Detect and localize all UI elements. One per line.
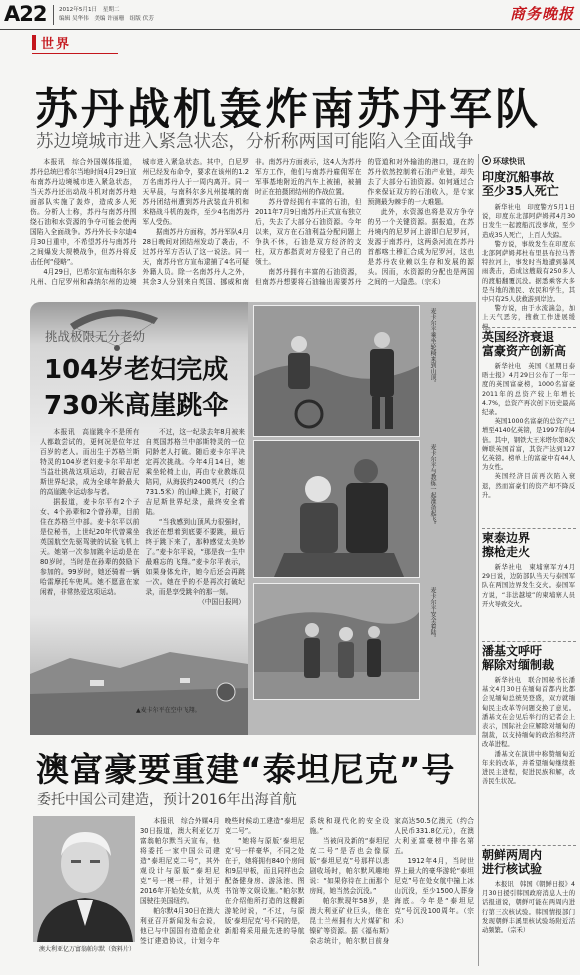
brief-paragraph: 新华社电 柬埔寨军方4月29日说，边防部队当天与泰国军队在两国边界发生交火。泰国军方说，“非法越境”的柬埔寨人员开火导致交火。 (482, 564, 575, 608)
brief-paragraph: 警方说，事故发生在印度东北部阿萨姆邦杜布里县布拉马普特拉河上，事发时当地遭到暴风雨袭击，造成这艘载有250多人的渡船翻覆沉没。据悉乘客大多是当地的渔民、农民和学生，其中只有25人获救游到岸边。 (482, 240, 575, 304)
article-paragraph: 本报讯 高崖跳伞不是所有人都敢尝试的，更何况是位年过百岁的老人。而出生于苏格兰斯特灵的104岁老妇麦卡尔平却老当益壮挑战这项运动，打破吉尼斯世界纪录，成为全球年龄最大的高崖跳伞运动参与者。 (40, 428, 140, 496)
brief-paragraph: 警方说，由于水流湍急，加上天气恶劣，搜救工作进展缓慢。 (482, 305, 575, 331)
brief-body (482, 563, 575, 641)
photo-hillside (254, 365, 419, 436)
brief-title (482, 531, 576, 559)
brief-title-line: 至少35人死亡 (482, 184, 559, 198)
article-paragraph: “她将与原版‘泰坦尼克’号一样豪华，不同之处在于，她将拥有840个房间和9层甲板，而且同样也会配备健身房、游泳池、图书馆等文娱设施。”帕尔默在介绍他所打造的这艘新游轮时说，“不过，与原版‘泰坦尼克’号不同的是，新船将采用最先进的导航系统和现代化的安全设施。” (224, 817, 390, 935)
landscape-building (90, 680, 104, 686)
brief-body (482, 203, 575, 331)
side-caption: 麦卡尔平乘坐轮椅来到山顶。 (429, 308, 436, 386)
article-paragraph: 据报道，麦卡尔平有2个子女、4个孙辈和2个曾孙辈，目前住在苏格兰中部。麦卡尔平以前是位秘书，上世纪20年代曾乘坐英国航空先驱驾驶的试验飞机上天。她第一次参加跳伞运动是在80岁时，当时是在孙辈的鼓励下参加的。99岁时，她还骑着一辆哈雷摩托车兜风。她不愿意在家闲着，非常热爱这项运动。 (40, 498, 140, 596)
page-number: A22 (4, 2, 47, 26)
brief-title (482, 170, 576, 198)
bottom-article-body (140, 816, 474, 964)
article-paragraph: 不过，这一纪录去年8月被来自英国苏格兰中部斯特灵的一位同龄老人打破。随后麦卡尔平决定再次挑战。今年4月14日，她乘坐轮椅上山，再由专业教练员陪同，从海拔约2400英尺（约合731.5米）的山峰上跳下，打破了吉尼斯世界纪录，最终安全着陆。 (145, 428, 245, 516)
harness (274, 553, 404, 577)
brief-title (482, 848, 576, 876)
person-leg (385, 397, 393, 429)
article-paragraph: 帕尔默4月30日在澳大利亚召开新闻发布会说，他已与中国国有造船企业签订建造协议，计划今年晚些时候动工建造“泰坦尼克二号”。 (140, 817, 305, 945)
brief-title-line: 潘基文呼吁 (482, 644, 543, 658)
person-head (305, 476, 331, 502)
article-paragraph: 1912年4月，当时世界上最大的豪华游轮“泰坦尼克”号在处女航中撞上冰山沉没，至少1500人葬身海底。今年是“泰坦尼克”号沉没100周年。（宗禾） (394, 857, 474, 925)
article-paragraph: （中国日报网） (198, 598, 245, 606)
lead-headline: 苏丹战机轰炸南苏丹军队 (35, 85, 541, 135)
article-paragraph: 4月29日，巴希尔宣布南科尔多凡州、白尼罗州和森纳尔州的边境城市进入紧急状态。其中，白尼罗州已经发布命令，要求在该州的1.2万名南苏丹人于一周内离开。同一天早晨，与南科尔多凡州接壤的南苏丹团结州遭到苏丹武装直升机和米格战斗机的轰炸，至少4名南苏丹军人受伤。 (30, 158, 249, 286)
article-paragraph: 苏丹曾经拥有丰富的石油，但2011年7月9日南苏丹正式宣布独立后，失去了大部分石油资源。今年以来，双方在石油利益分配问题上争执不休，石油是双方经济的支柱，双方都指责对方侵犯了自己的领土。 (255, 198, 362, 266)
sidebar-divider (478, 154, 479, 966)
article-paragraph: 据南苏丹方面称，苏丹军队4月28日晚间对团结州发动了袭击，不过苏丹军方否认了这一说法。同一天，南苏丹官方宣布逮捕了4名可疑外籍人员。除一名南苏丹人之外，其余3人分别来自英国、挪威和南非。南苏丹方面表示，这4人为苏丹军方工作，他们与南苏丹雇佣军在军事基地附近的汽车上被捕，被捕时正在拍摄团结州的作战位置。 (142, 158, 362, 286)
newspaper-logo: 商务晚报 (509, 5, 574, 23)
brief-paragraph: 新华社电 印度警方5月1日说，印度东北部阿萨姆邦4月30日发生一起渡船沉没事故，至少造成35人死亡，上百人失踪。 (482, 204, 575, 239)
bottom-subhead: 委托中国公司建造，预计2016年出海首航 (37, 792, 297, 808)
brief-body (482, 362, 575, 527)
brief-title-line: 富豪资产创新高 (482, 344, 567, 358)
brief-separator (482, 327, 576, 328)
portrait-photo (33, 816, 135, 942)
person-head (305, 623, 319, 637)
issue-date: 2012年5月1日 星期二 (59, 7, 120, 13)
brief-paragraph: 潘基文在演讲中称赞缅甸近年来的改革，并希望缅甸继续推进民主进程，促进民族和解，改善民生状况。 (482, 750, 575, 786)
brief-title-line: 柬泰边界 (482, 531, 531, 545)
person-leg (372, 397, 380, 429)
brief-body (482, 880, 575, 962)
article-paragraph: 当被问及新的“泰坦尼克二号”是否也会像原版“泰坦尼克”号那样以悲剧收场时，帕尔默风趣地说：“如果你待在上面那个房间，她当然会沉没。” (309, 837, 390, 895)
brief-separator (482, 528, 576, 529)
photo-tandem-takeoff (253, 440, 420, 578)
article-paragraph: “当我感到山顶风力很强时，我还在想着到底要不要跳，最后终于跳下来了，那种感觉太美妙了。”麦卡尔平说，“那是我一生中最难忘的飞翔。”麦卡尔平表示，如果身体允许，她今后还会再跳一次。她在乎的不是再次打破纪录，而是享受跳伞的那一刻。 (145, 518, 245, 596)
article-paragraph: 帕尔默现年58岁，是澳大利亚矿业巨头，他在昆士兰州拥有大片煤矿和镍矿等资源。据《福布斯》杂志统计，帕尔默目前身家高达50.5亿澳元（约合人民币331.8亿元），在澳大利亚富豪榜中排名第五。 (309, 817, 474, 945)
brief-title-line: 朝鲜两周内 (482, 848, 543, 862)
portrait-caption: 澳大利亚亿万富翁帕尔默（资料片） (38, 946, 135, 953)
news-brief-sidebar (482, 154, 576, 966)
instructor-helmet (354, 459, 378, 483)
section-title: 世界 (41, 37, 72, 52)
brief-title-line: 擦枪走火 (482, 545, 531, 559)
brief-title-line: 进行核试验 (482, 862, 543, 876)
article-paragraph: 南苏丹拥有丰富的石油资源，但南苏丹想要将石油输出需要苏丹的管道和对外输油的港口，现在的苏丹依然控制着石油产业链，却失去了大部分石油资源。如何通过合作来保证双方的石油收入，是专家预测最为棘手的一大难题。 (255, 158, 474, 286)
bottom-headline: 澳富豪要重建“泰坦尼克”号 (36, 750, 456, 789)
section-rule (32, 53, 118, 54)
article-paragraph: 本报讯 综合外国媒体报道，苏丹总统巴希尔当地时间4月29日宣布南苏丹边境城市进入紧急状态，当天苏丹还出动战斗机对南苏丹地面部队实施了轰炸，造成多人死伤。分析人士称，苏丹与南苏丹围绕石油和水资源的争夺可能会使两国陷入全面战争。苏丹外长卡尔迪4月30日重申，不希望苏丹与南苏丹之间爆发大规模战争，但苏丹将反击任何“侵略”。 (30, 158, 137, 266)
feature-box (30, 302, 476, 735)
person-body (338, 642, 354, 678)
brief-separator (482, 845, 576, 846)
feature-kicker: 挑战极限无分老幼 (45, 329, 146, 344)
brief-body (482, 676, 575, 844)
person-body (300, 503, 338, 553)
person-head (291, 336, 307, 352)
feature-headline-line1: 104岁老妇完成 (44, 355, 229, 385)
section-marker (32, 35, 36, 50)
feature-photo-caption: ▲麦卡尔平在空中飞翔。 (136, 707, 201, 714)
lead-article-body (30, 157, 474, 299)
brief-paragraph: 本报讯 韩国《朝鲜日报》4月30日援引韩国政府消息人士的话报道说，朝鲜可能在两周内进行第三次核试验。韩国情报部门发现朝鲜丰溪里核试验场附近活动频繁。（宗禾） (482, 881, 575, 935)
photo-wheelchair-on-mountain (253, 305, 420, 437)
person-body (367, 639, 381, 677)
photo-landing (253, 583, 420, 700)
photo-image (254, 306, 419, 436)
portrait-image (33, 816, 135, 942)
lead-subhead: 苏边境城市进入紧急状态，分析称两国可能陷入全面战争 (36, 132, 474, 152)
brief-separator (482, 641, 576, 642)
paraglider-inset-photo (217, 683, 235, 701)
brief-paragraph: 英国1000名富豪的总资产已增至4140亿英镑，是1997年的4倍。其中，钢铁大王米塔尔第8次蝉联英国首富，其资产达到127亿英镑。榜单上的富豪中有44人为女性。 (482, 418, 575, 472)
article-paragraph: 本报讯 综合外媒4月30日报道，澳大利亚亿万富翁帕尔默当天宣布，他将委托一家中国公司建造“泰坦尼克二号”，其外观设计与原版“泰坦尼克”号一模一样，计划于2016年开始处女航，从英国驶往美国纽约。 (140, 817, 220, 905)
feature-headline-line2: 730米高崖跳伞 (44, 391, 229, 421)
article-paragraph: 此外，水资源也将是双方争夺的另一个关键资源。据报道，在苏丹境内的尼罗河上游即白尼罗河，发源于南苏丹，这两条河流在苏丹首都喀土穆汇合成为尼罗河，这也是苏丹农业赖以生存和发展的源头。因而，水资源的分配也是两国之间的一大隐患。（宗禾） (367, 208, 474, 286)
portrait-eyebrow (71, 860, 81, 863)
instructor-body (346, 483, 388, 553)
photo-image (254, 584, 419, 699)
bullet-circle-icon (482, 156, 491, 165)
person-body (304, 638, 320, 678)
side-caption: 麦卡尔平安全着陆。 (429, 587, 436, 641)
header-rule (0, 29, 580, 30)
brief-title (482, 330, 576, 358)
sidebar-title: 环球快讯 (493, 157, 525, 166)
sidebar-header (482, 156, 525, 167)
photo-ground (254, 672, 419, 699)
brief-title-line: 印度沉船事故 (482, 170, 555, 184)
person-head (339, 627, 353, 641)
side-caption: 麦卡尔平与教练一起准备起飞。 (429, 444, 436, 528)
person-head (368, 626, 380, 638)
brief-title (482, 644, 576, 672)
landscape-building (180, 678, 190, 683)
photo-image (254, 441, 419, 577)
portrait-eyebrow (90, 860, 100, 863)
feature-article-body (40, 427, 245, 653)
header-divider (53, 5, 54, 25)
person-head (374, 332, 390, 348)
brief-title-line: 解除对缅制裁 (482, 658, 555, 672)
brief-title-line: 英国经济衰退 (482, 330, 555, 344)
brief-paragraph: 英国经济目前再次陷入衰退，然而富豪们的资产却不降反升。 (482, 473, 575, 499)
person-body (288, 353, 310, 389)
brief-paragraph: 新华社电 英国《星期日泰晤士报》4月29日公布了一年一度的英国富豪榜，1000名富豪2011年的总资产较上年增长4.7%，总资产再次创下历史最高纪录。 (482, 363, 575, 417)
brief-paragraph: 新华社电 联合国秘书长潘基文4月30日在缅甸首都内比都会见缅甸总统吴登盛，双方就缅甸民主改革等问题交换了意见。潘基文在会见后举行的记者会上表示，国际社会应解除对缅甸的制裁，以支持缅甸的政治和经济改革进程。 (482, 677, 575, 749)
person-body (370, 349, 394, 397)
editorial-staff: 编辑 吴华伟 美编 许丽珊 组版 伏芳 (59, 16, 154, 22)
